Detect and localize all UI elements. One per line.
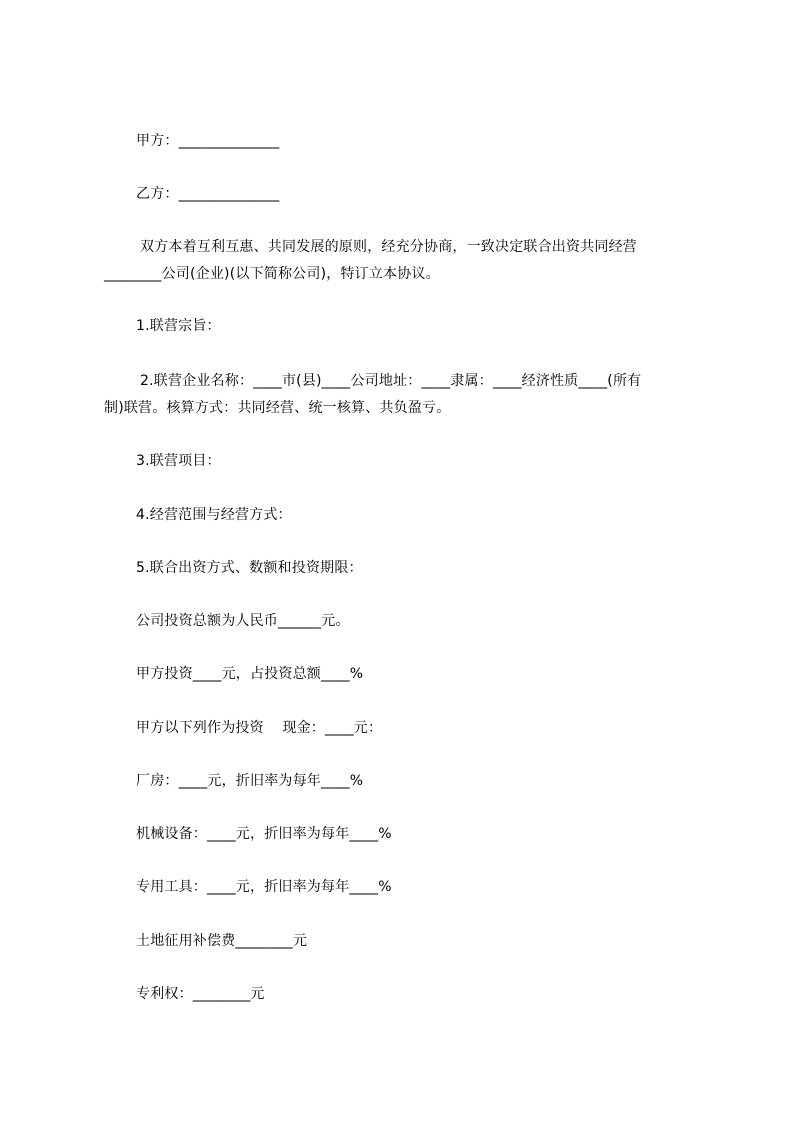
section-2-line-2: 制)联营。核算方式：共同经营、统一核算、共负盈亏。 [104,400,451,416]
section-1-purpose: 1.联营宗旨： [136,318,221,334]
party-a-items-line: 甲方以下列作为投资 现金：____元： [136,720,383,736]
intro-paragraph-line-1: 双方本着互利互惠、共同发展的原则，经充分协商，一致决定联合出资共同经营 [140,239,637,255]
section-3-projects: 3.联营项目： [136,453,221,469]
tools-line: 专用工具：____元，折旧率为每年____% [136,879,392,895]
section-2-line-1: 2.联营企业名称：____市(县)____公司地址：____隶属：____经济性质____(所有 [140,373,642,389]
patent-line: 专利权：________元 [136,986,265,1002]
total-investment-line: 公司投资总额为人民币______元。 [136,613,350,629]
party-a-investment-line: 甲方投资____元，占投资总额____% [136,666,364,682]
party-b-line: 乙方：______________ [136,186,280,202]
intro-paragraph-line-2: ________公司(企业)(以下简称公司)，特订立本协议。 [104,266,440,282]
land-compensation-line: 土地征用补偿费________元 [136,933,308,949]
party-a-line: 甲方：______________ [136,133,280,149]
machinery-line: 机械设备：____元，折旧率为每年____% [136,826,392,842]
section-5-investment: 5.联合出资方式、数额和投资期限： [136,560,363,576]
plant-line: 厂房：____元，折旧率为每年____% [136,773,364,789]
section-4-scope: 4.经营范围与经营方式： [136,507,292,523]
